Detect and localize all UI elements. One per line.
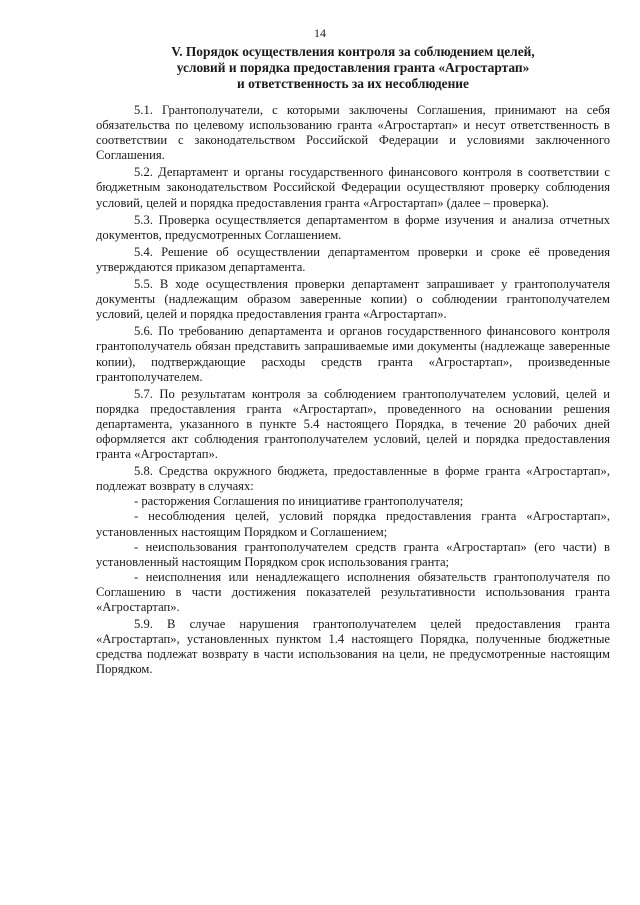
- paragraph-5-8: 5.8. Средства окружного бюджета, предоставленные в форме гранта «Агростартап», подлежат возврату в случаях:: [96, 464, 610, 494]
- paragraph-5-3: 5.3. Проверка осуществляется департаментом в форме изучения и анализа отчетных документов, предусмотренных Соглашением.: [96, 212, 610, 242]
- paragraph-5-9: 5.9. В случае нарушения грантополучателем целей предоставления гранта «Агростартап», установленных пунктом 1.4 настоящего Порядка, полученные бюджетные средства подлежат возврату в части использования на цели, не предусмотренные настоящим Порядком.: [96, 617, 610, 677]
- page-number: 14: [314, 26, 326, 40]
- paragraph-5-4: 5.4. Решение об осуществлении департаментом проверки и сроке её проведения утверждаются приказом департамента.: [96, 244, 610, 274]
- document-body: [96, 103, 610, 679]
- heading-line-3: и ответственность за их несоблюдение: [237, 76, 469, 91]
- list-item: - несоблюдения целей, условий порядка предоставления гранта «Агростартап», установленных настоящим Порядком и Соглашением;: [96, 509, 610, 539]
- section-heading: [96, 44, 610, 92]
- list-item: - расторжения Соглашения по инициативе грантополучателя;: [134, 494, 464, 509]
- paragraph-5-6: 5.6. По требованию департамента и органов государственного финансового контроля грантополучатель обязан представить запрашиваемые ими документы (надлежаще заверенные копии), подтверждающие расходы средств гранта «Агростартап», произведенные грантополучателем.: [96, 324, 610, 384]
- paragraph-5-5: 5.5. В ходе осуществления проверки департамент запрашивает у грантополучателя документы (надлежащим образом заверенные копии) о соблюдении грантополучателем условий, целей и порядка предоставления гранта «Агростартап».: [96, 277, 610, 322]
- paragraph-5-1: 5.1. Грантополучатели, с которыми заключены Соглашения, принимают на себя обязательства по целевому использованию гранта «Агростартап» и несут ответственность в соответствии с законодательством Российской Федерации и условиями заключенного Соглашения.: [96, 103, 610, 163]
- paragraph-5-7: 5.7. По результатам контроля за соблюдением грантополучателем условий, целей и порядка предоставления гранта «Агростартап», проведенного на основании решения департамента, указанного в пункте 5.4 настоящего Порядка, в течение 20 рабочих дней оформляется акт соблюдения грантополучателем условий, целей и порядка предоставления гранта «Агростартап».: [96, 386, 610, 462]
- list-item: - неиспользования грантополучателем средств гранта «Агростартап» (его части) в установленный настоящим Порядком срок использования гранта;: [96, 539, 610, 569]
- paragraph-5-2: 5.2. Департамент и органы государственного финансового контроля в соответствии с бюджетным законодательством Российской Федерации осуществляют проверку соблюдения условий, целей и порядка предоставления гранта «Агростартап» (далее – проверка).: [96, 165, 610, 210]
- heading-line-2: условий и порядка предоставления гранта «Агростартап»: [176, 60, 530, 75]
- heading-line-1: V. Порядок осуществления контроля за соблюдением целей,: [171, 44, 535, 59]
- list-item: - неисполнения или ненадлежащего исполнения обязательств грантополучателя по Соглашению в части достижения показателей результативности использования гранта «Агростартап».: [96, 569, 610, 614]
